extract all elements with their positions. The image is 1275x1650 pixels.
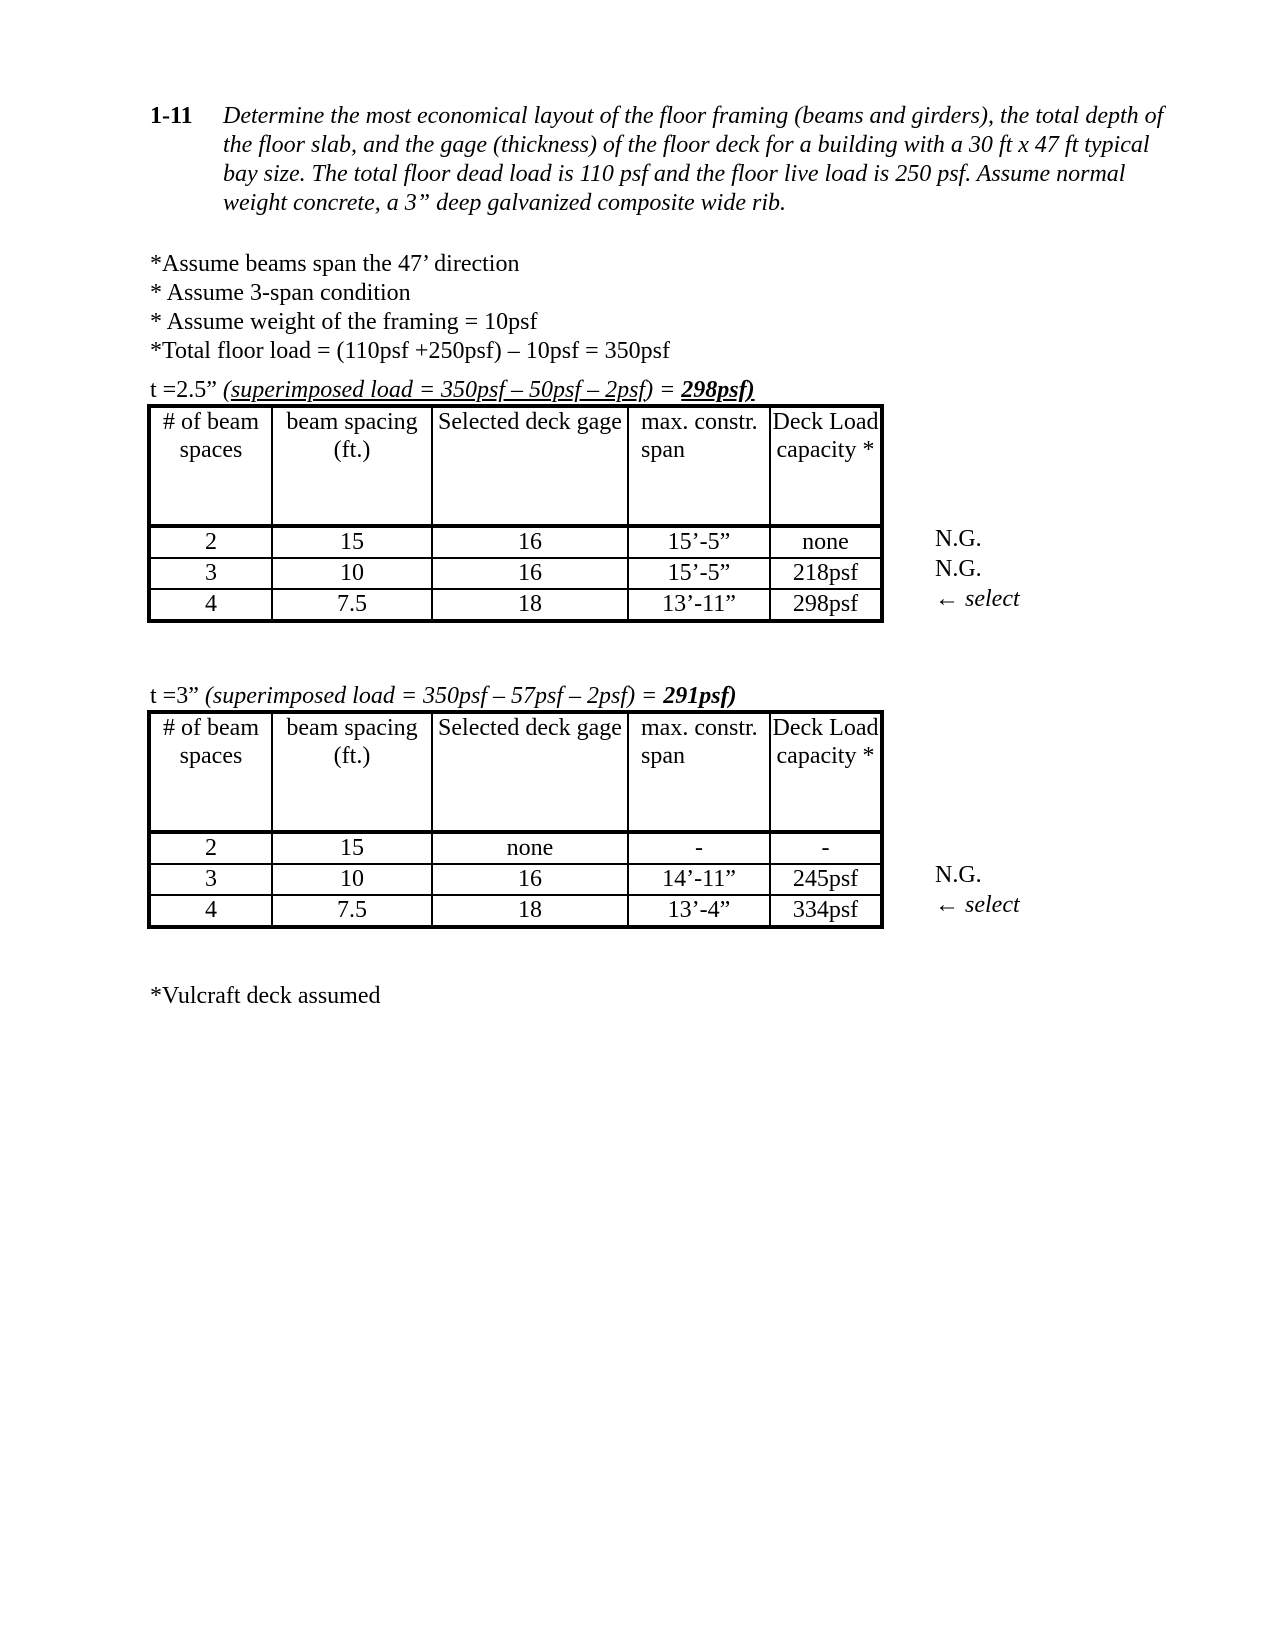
- cell-span: 13’-11”: [628, 589, 770, 621]
- cell-capacity: none: [770, 526, 882, 558]
- header-max-span: max. constr. span: [628, 712, 770, 832]
- case1-table: [147, 404, 884, 623]
- header-beam-spaces: # of beam spaces: [149, 406, 272, 526]
- header-load-capacity: Deck Load capacity *: [770, 406, 882, 526]
- table-row: [149, 895, 882, 927]
- cell-spaces: 3: [149, 558, 272, 589]
- cell-span: 15’-5”: [628, 526, 770, 558]
- cell-gage: none: [432, 832, 628, 864]
- cell-spacing: 7.5: [272, 895, 432, 927]
- cell-gage: 16: [432, 864, 628, 895]
- cell-spaces: 4: [149, 895, 272, 927]
- cell-gage: 16: [432, 558, 628, 589]
- header-beam-spacing: beam spacing (ft.): [272, 406, 432, 526]
- cell-spaces: 2: [149, 832, 272, 864]
- cell-capacity: 298psf: [770, 589, 882, 621]
- row-note-select: ← select: [935, 586, 1020, 612]
- table-row: [149, 558, 882, 589]
- case1-heading-equals: ) =: [645, 377, 682, 403]
- cell-span: 14’-11”: [628, 864, 770, 895]
- assumption-item: *Total floor load = (110psf +250psf) – 10psf = 350psf: [150, 338, 670, 364]
- case2-heading-result: 291psf): [663, 683, 737, 709]
- header-deck-gage: Selected deck gage: [432, 712, 628, 832]
- case1-heading-formula: superimposed load = 350psf – 50psf – 2psf: [230, 377, 646, 403]
- case2-notes: [935, 830, 1020, 920]
- row-note-select: ← select: [935, 892, 1020, 918]
- assumption-item: *Assume beams span the 47’ direction: [150, 251, 520, 277]
- cell-span: -: [628, 832, 770, 864]
- cell-span: 13’-4”: [628, 895, 770, 927]
- cell-spacing: 15: [272, 526, 432, 558]
- header-load-capacity: Deck Load capacity *: [770, 712, 882, 832]
- assumptions-list: [150, 250, 670, 366]
- assumption-item: * Assume weight of the framing = 10psf: [150, 309, 538, 335]
- header-beam-spacing: beam spacing (ft.): [272, 712, 432, 832]
- cell-gage: 18: [432, 589, 628, 621]
- case2-heading-formula: (superimposed load = 350psf – 57psf – 2psf) =: [204, 683, 664, 709]
- cell-span: 15’-5”: [628, 558, 770, 589]
- cell-spaces: 2: [149, 526, 272, 558]
- cell-spacing: 7.5: [272, 589, 432, 621]
- cell-spaces: 3: [149, 864, 272, 895]
- table-header-row: [149, 406, 882, 526]
- row-note: N.G.: [935, 862, 982, 888]
- row-note: N.G.: [935, 556, 982, 582]
- cell-capacity: 334psf: [770, 895, 882, 927]
- cell-spacing: 10: [272, 558, 432, 589]
- case1-heading: [150, 376, 755, 404]
- row-note: N.G.: [935, 526, 982, 552]
- cell-spacing: 10: [272, 864, 432, 895]
- case1-heading-result: 298psf): [681, 377, 755, 403]
- problem-number: 1-11: [150, 103, 193, 129]
- case2-table: [147, 710, 884, 929]
- header-deck-gage: Selected deck gage: [432, 406, 628, 526]
- cell-capacity: -: [770, 832, 882, 864]
- case2-heading: [150, 682, 737, 710]
- row-note: [935, 830, 1020, 860]
- cell-spaces: 4: [149, 589, 272, 621]
- case1-heading-open: (: [222, 377, 231, 403]
- table-row: [149, 589, 882, 621]
- table-row: [149, 832, 882, 864]
- header-max-span: max. constr. span: [628, 406, 770, 526]
- cell-spacing: 15: [272, 832, 432, 864]
- footnote: *Vulcraft deck assumed: [150, 983, 381, 1009]
- cell-capacity: 245psf: [770, 864, 882, 895]
- table-header-row: [149, 712, 882, 832]
- cell-capacity: 218psf: [770, 558, 882, 589]
- table-row: [149, 864, 882, 895]
- assumption-item: * Assume 3-span condition: [150, 280, 411, 306]
- table-row: [149, 526, 882, 558]
- case2-heading-prefix: t =3”: [150, 683, 205, 709]
- cell-gage: 16: [432, 526, 628, 558]
- cell-gage: 18: [432, 895, 628, 927]
- case1-notes: [935, 524, 1020, 614]
- header-beam-spaces: # of beam spaces: [149, 712, 272, 832]
- problem-text: Determine the most economical layout of the floor framing (beams and girders), the total depth of the floor slab, and the gage (thickness) of the floor deck for a building with a 30 ft x 47 ft typical bay size. The total floor dead load is 110 psf and the floor live load is 250 psf. Assume normal weight concrete, a 3” deep galvanized composite wide rib.: [223, 103, 1164, 216]
- case1-heading-prefix: t =2.5”: [150, 377, 223, 403]
